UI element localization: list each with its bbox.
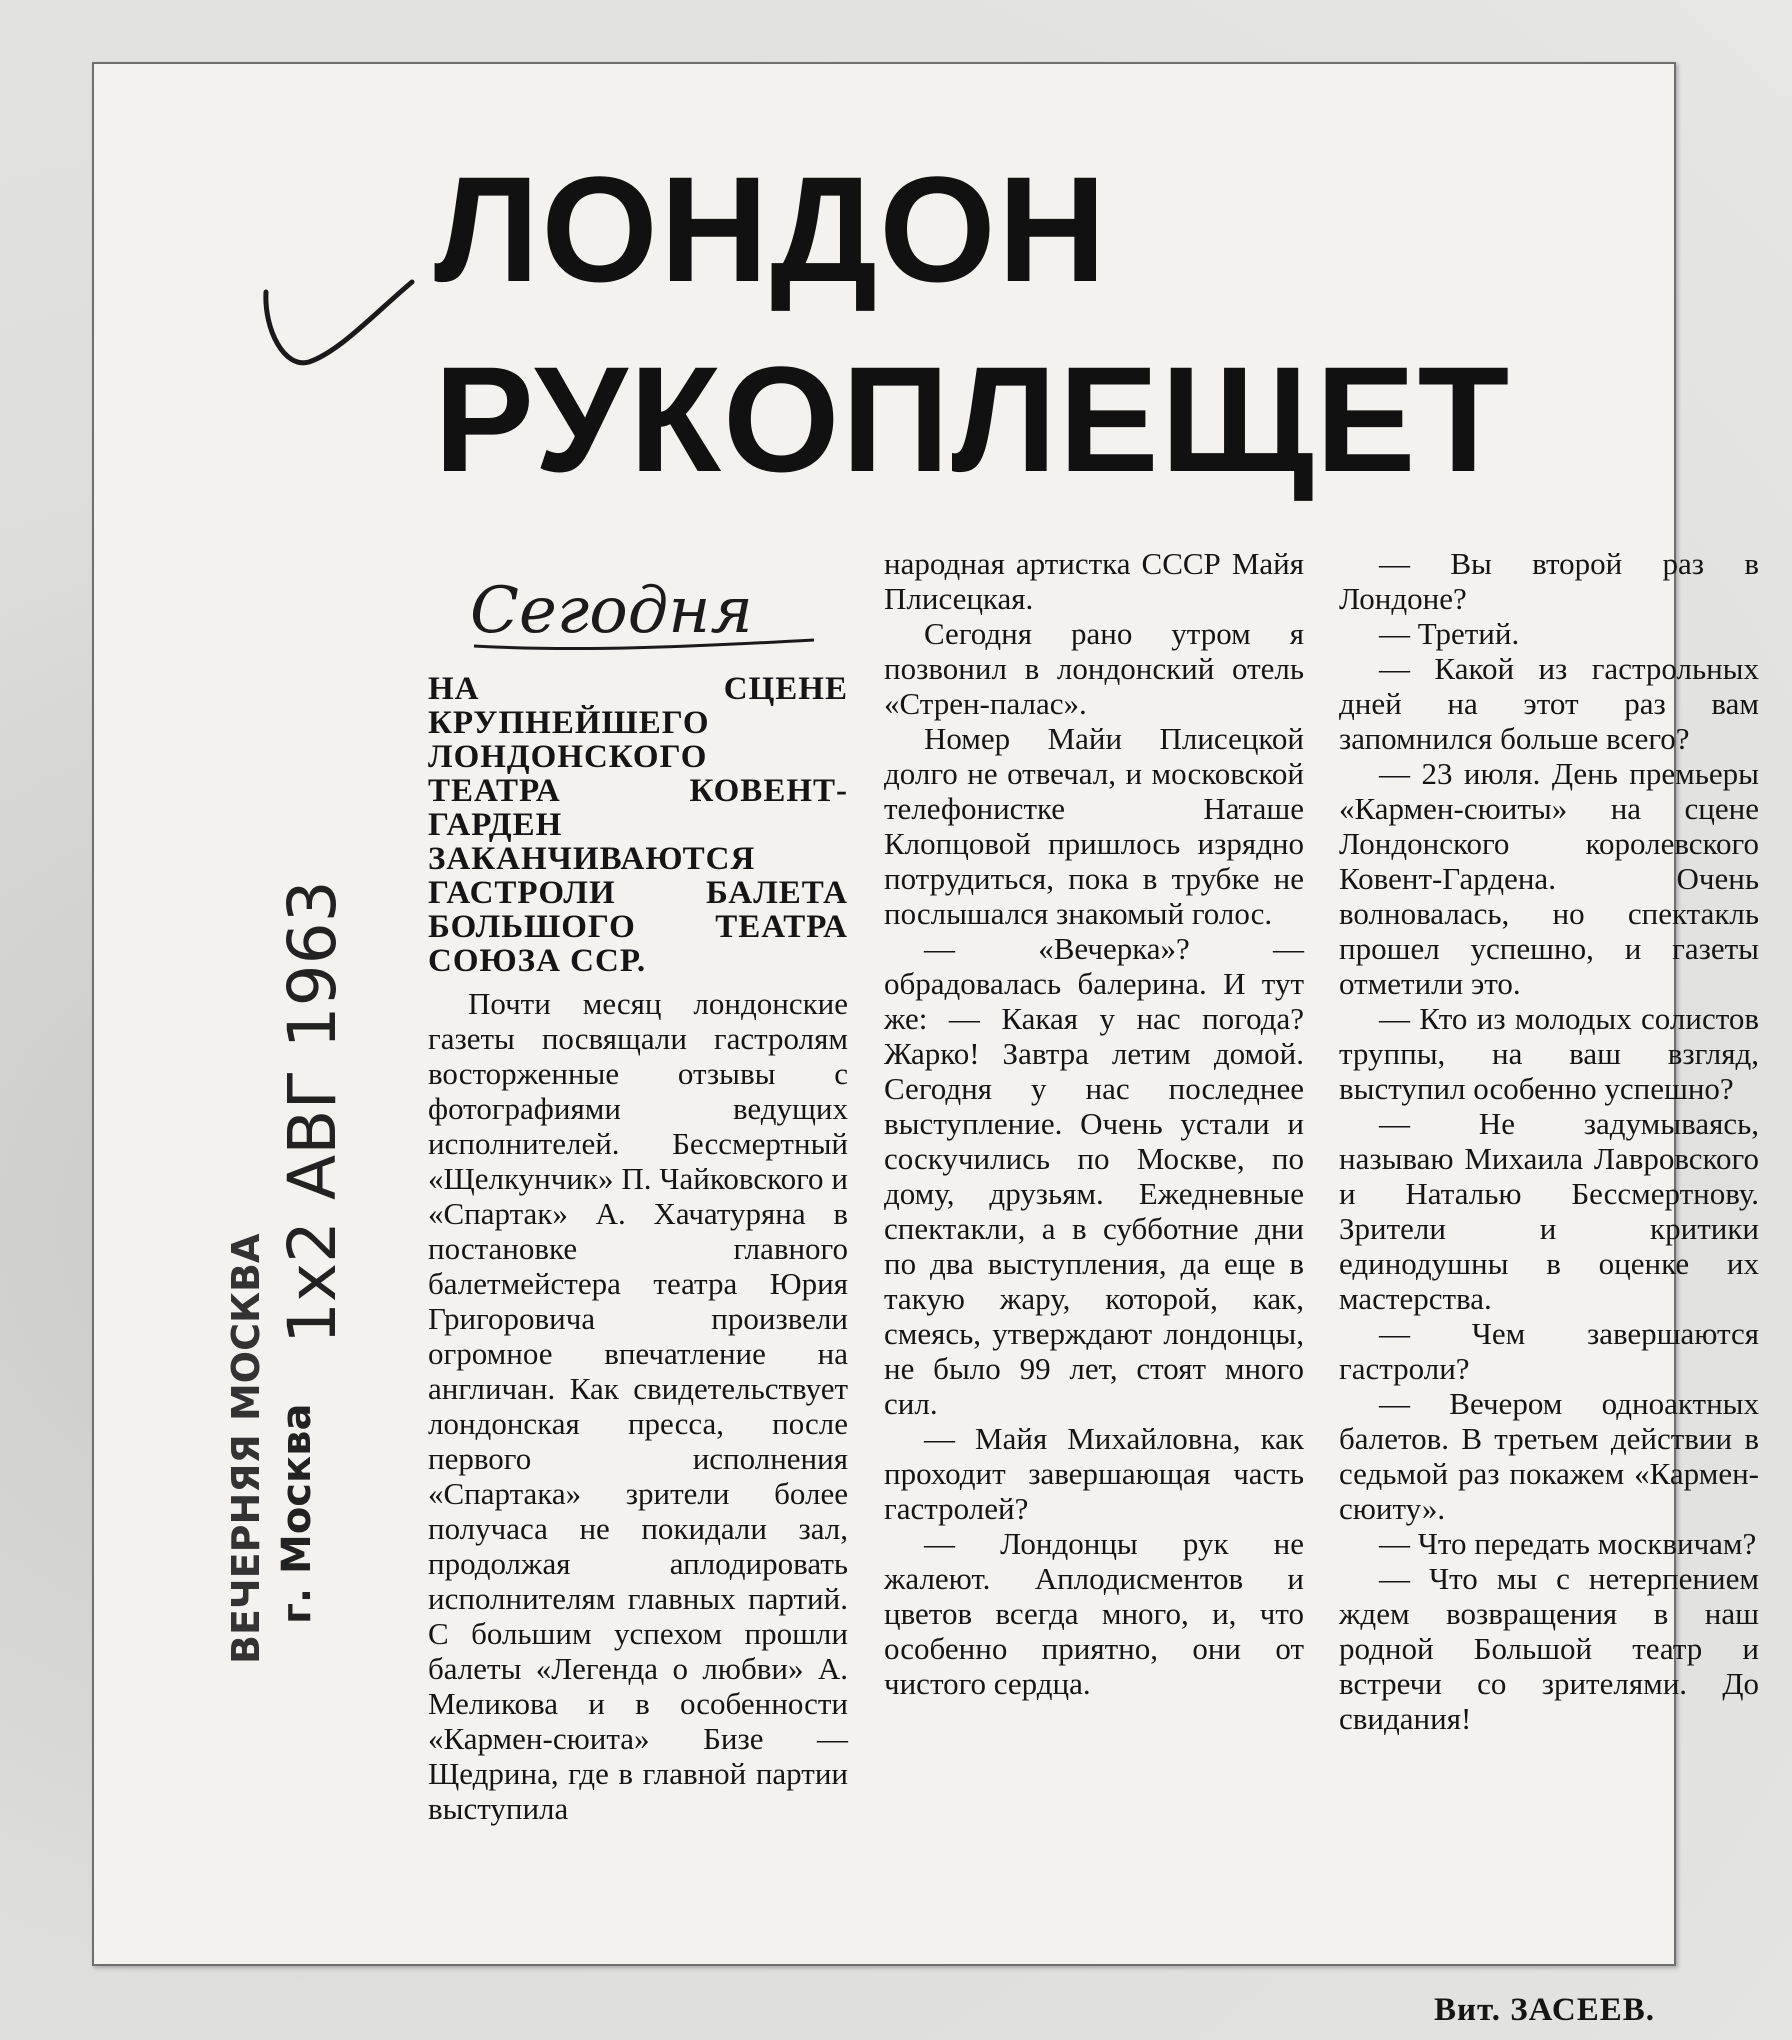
paragraph: — Кто из молодых солистов труппы, на ваш взгляд, выступил особенно успешно? — [1339, 1001, 1759, 1106]
headline — [434, 134, 1634, 514]
newspaper-clipping — [92, 62, 1759, 2028]
paragraph: Почти месяц лондонские газеты посвящали гастролям восторженные отзывы с фотографиями ведущих исполнителей. Бессмертный «Щелкунчик» П. Чайковского и «Спартак» А. Хачатуряна в постановке главного балетмейстера театра Юрия Григоровича произвели огромное впечатление на англичан. Как свидетельствует лондонская пресса, после первого исполнения «Спартака» зрители более получаса не покидали зал, продолжая аплодировать исполнителям главных партий. С большим успехом прошли балеты «Легенда о любви» А. Меликова и в особенности «Кармен-сюита» Бизе — Щедрина, где в главной партии выступила — [428, 986, 848, 1826]
article-column-1 — [428, 672, 848, 1826]
article-column-2 — [884, 546, 1304, 1701]
article-column-3 — [1339, 546, 1759, 1736]
script-word-text: Сегодня — [470, 574, 753, 648]
article-lead: НА СЦЕНЕ КРУПНЕЙШЕГО ЛОНДОНСКОГО ТЕАТРА КОВЕНТ-ГАРДЕН ЗАКАНЧИВАЮТСЯ ГАСТРОЛИ БАЛЕТА БОЛЬШОГО ТЕАТРА СОЮЗА ССР. — [428, 671, 848, 979]
stamp-date: 1x2 АВГ 1963 — [274, 880, 351, 1344]
newspaper-stamp — [214, 1233, 334, 1664]
paragraph: — Что мы с нетерпением ждем возвращения в наш родной Большой театр и встречи со зрителями. До свидания! — [1339, 1561, 1759, 1736]
paragraph: — «Вечерка»? — обрадовалась балерина. И тут же: — Какая у нас погода? Жарко! Завтра летим домой. Сегодня у нас последнее выступление. Очень устали и соскучились по Москве, по дому, друзьям. Ежедневные спектакли, а в субботние дни по два выступления, да еще в такую жару, которой, как, смеясь, утверждают лондонцы, не было 99 лет, стоят много сил. — [884, 931, 1304, 1421]
byline: Вит. ЗАСЕЕВ. — [1434, 1992, 1655, 2028]
paragraph: — 23 июля. День премьеры «Кармен-сюиты» на сцене Лондонского королевского Ковент-Гардена. Очень волновалась, но спектакль прошел успешно, и газеты отметили это. — [1339, 756, 1759, 1001]
paragraph: — Лондонцы рук не жалеют. Аплодисментов и цветов всегда много, и, что особенно приятно, они от чистого сердца. — [884, 1526, 1304, 1701]
headline-line-2: РУКОПЛЕЩЕТ — [434, 335, 1512, 503]
paragraph: — Не задумываясь, называю Михаила Лавровского и Наталью Бессмертнову. Зрители и критики единодушны в оценке их мастерства. — [1339, 1106, 1759, 1316]
stamp-newspaper-name: ВЕЧЕРНЯЯ МОСКВА — [224, 1233, 268, 1664]
paragraph: — Вечером одноактных балетов. В третьем действии в седьмой раз покажем «Кармен-сюиту». — [1339, 1386, 1759, 1526]
headline-line-1: ЛОНДОН — [434, 145, 1109, 313]
paragraph: народная артистка СССР Майя Плисецкая. — [884, 546, 1304, 616]
paragraph: — Третий. — [1379, 616, 1520, 651]
paragraph: — Майя Михайловна, как проходит завершающая часть гастролей? — [884, 1421, 1304, 1526]
paragraph: Номер Майи Плисецкой долго не отвечал, и московской телефонистке Наташе Клопцовой пришлось изрядно потрудиться, пока в трубке не послышался знакомый голос. — [884, 721, 1304, 931]
stamp-city: г. Москва — [274, 1403, 320, 1624]
paragraph: — Какой из гастрольных дней на этот раз вам запомнился больше всего? — [1339, 651, 1759, 756]
handwritten-script-word — [464, 562, 824, 662]
paragraph: — Что передать москвичам? — [1379, 1526, 1757, 1561]
paragraph: — Чем завершаются гастроли? — [1339, 1316, 1759, 1386]
handwritten-check-mark — [254, 274, 424, 384]
paragraph: Сегодня рано утром я позвонил в лондонский отель «Стрен-палас». — [884, 616, 1304, 721]
paragraph: — Вы второй раз в Лондоне? — [1339, 546, 1759, 616]
